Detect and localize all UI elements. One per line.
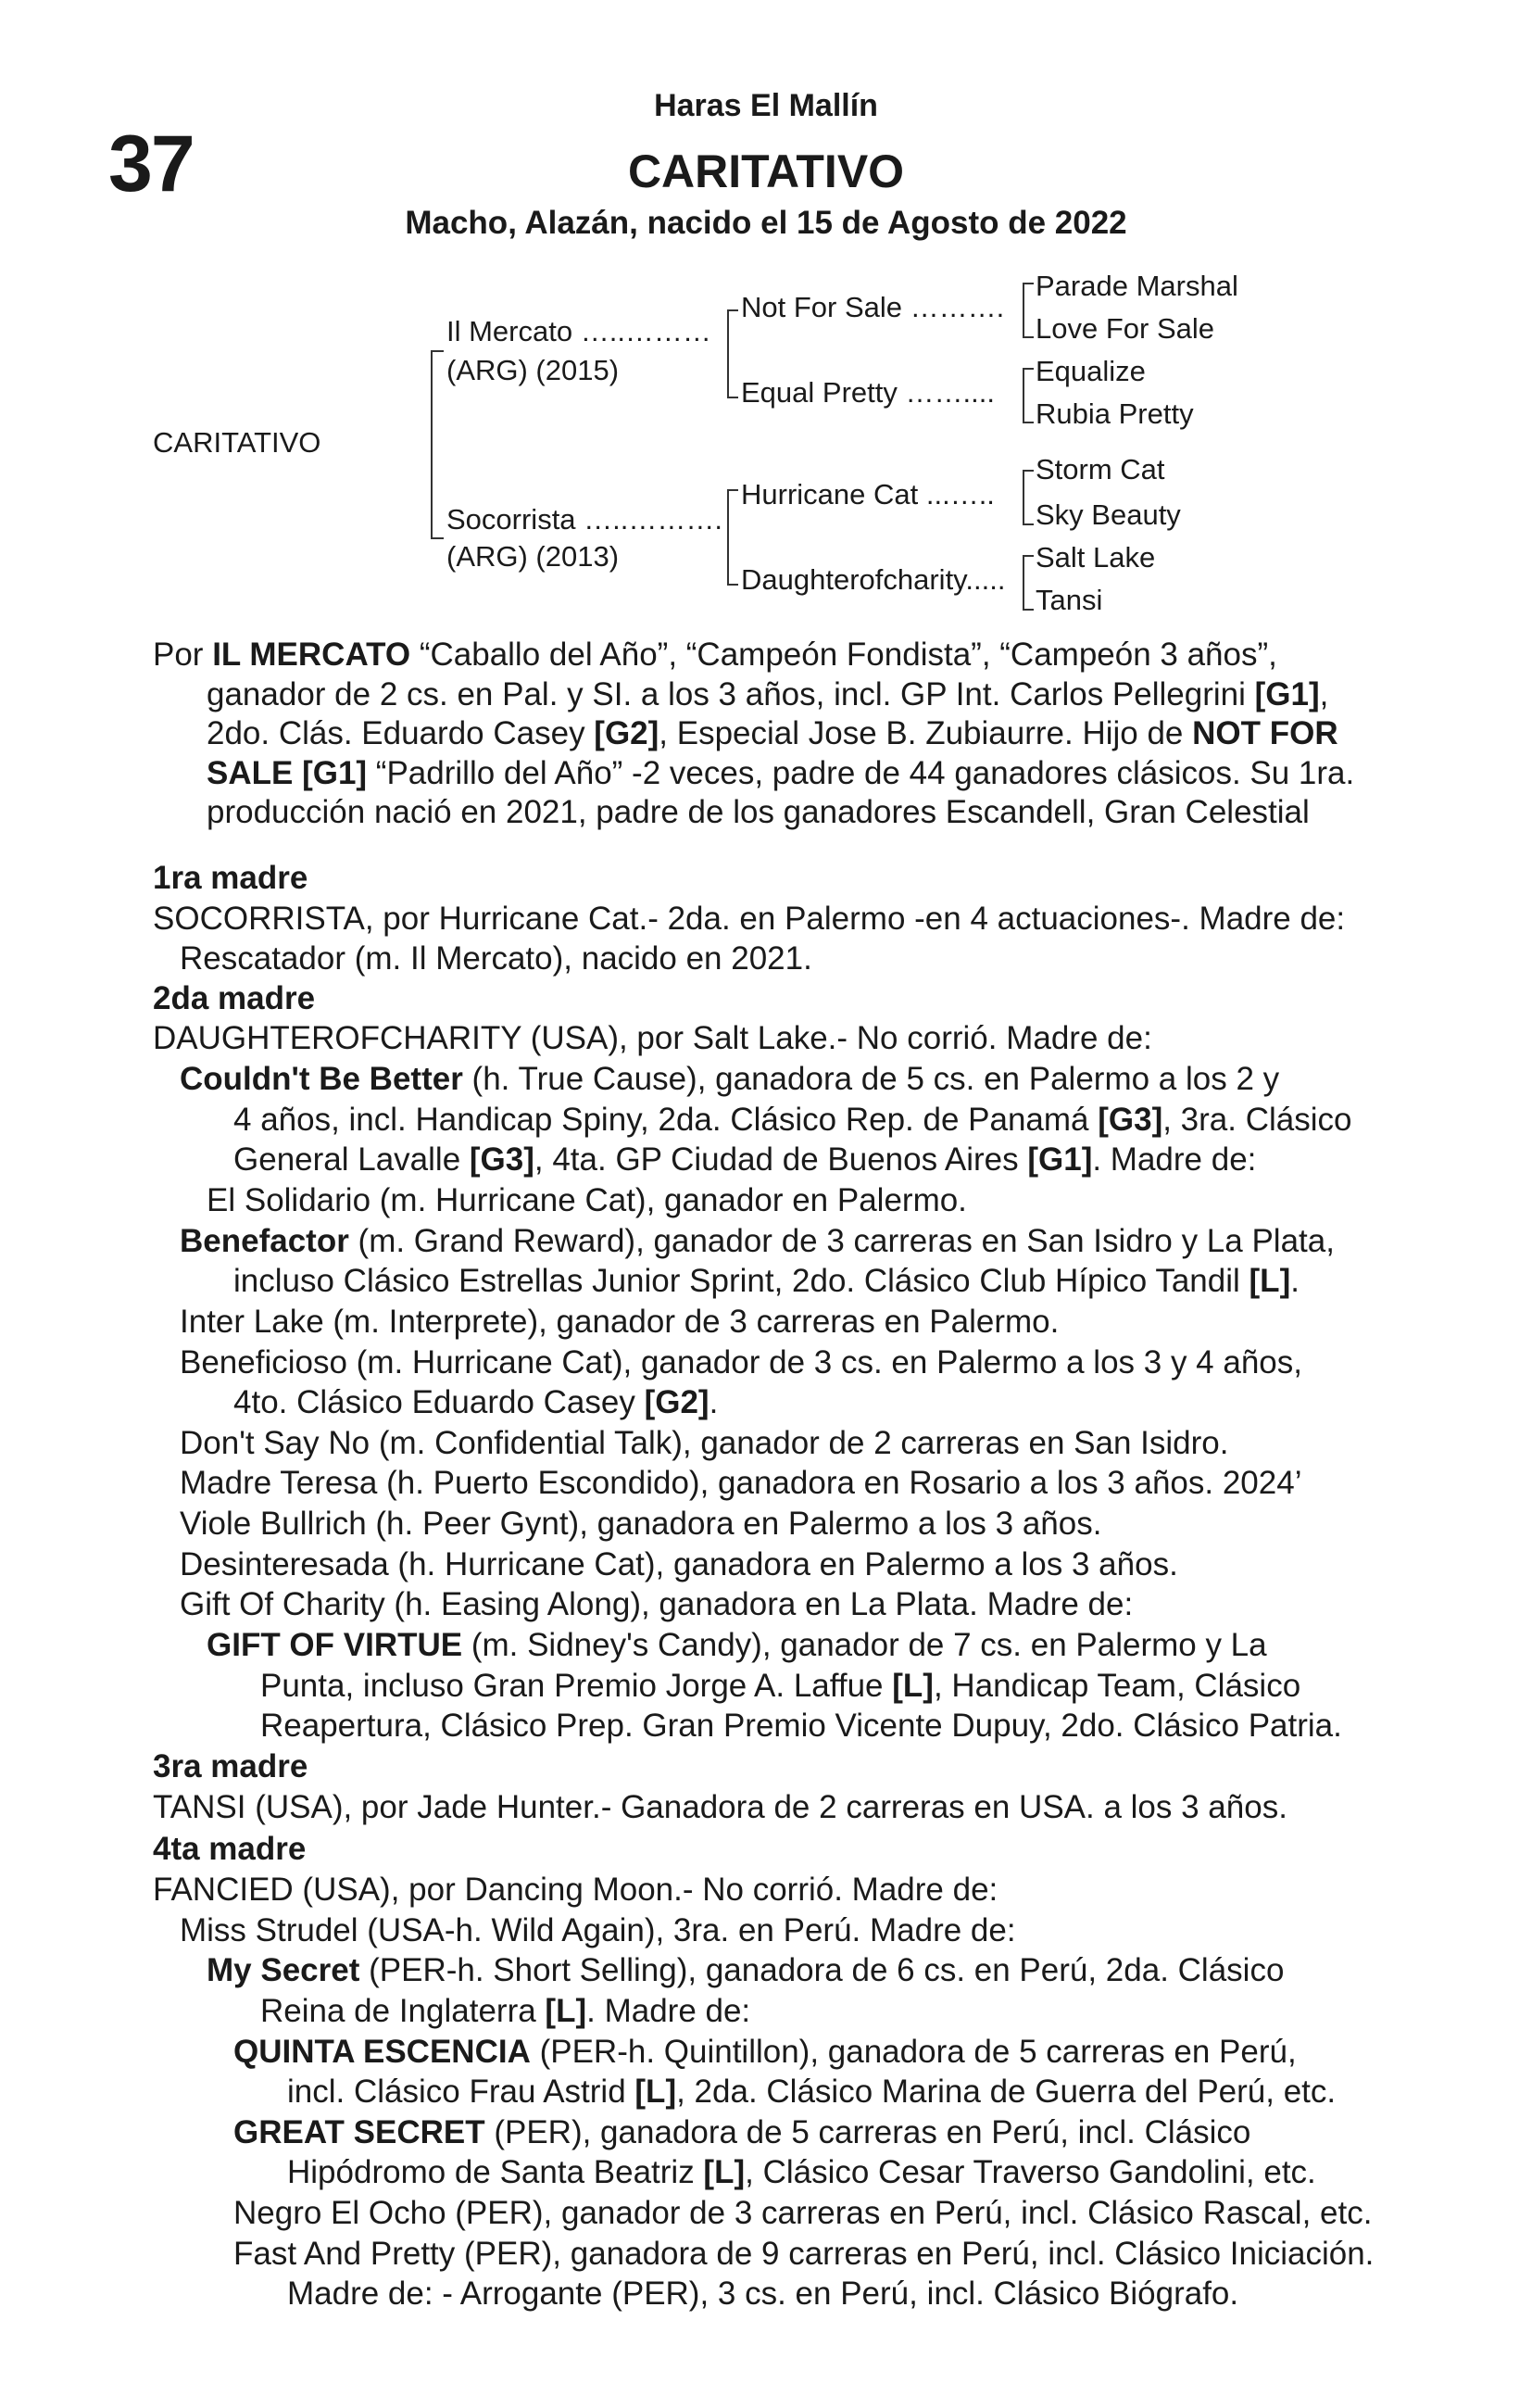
pedigree-gen3-3: Equalize (1036, 355, 1146, 387)
dam-line: incl. Clásico Frau Astrid [L], 2da. Clásico Marina de Guerra del Perú, etc. (287, 2074, 1337, 2110)
dam-line: Gift Of Charity (h. Easing Along), ganadora en La Plata. Madre de: (180, 1586, 1134, 1622)
pedigree-gen3-5: Storm Cat (1036, 453, 1165, 485)
dam-line: Rescatador (m. Il Mercato), nacido en 2021. (180, 940, 812, 977)
pedigree-bracket-dam (727, 489, 738, 586)
dam-line: 4 años, incl. Handicap Spiny, 2da. Clásico Rep. de Panamá [G3], 3ra. Clásico (233, 1102, 1352, 1138)
pedigree-dam: Socorrista …..………. (446, 503, 722, 536)
pedigree-bracket-sire (727, 309, 738, 398)
dam-line: DAUGHTEROFCHARITY (USA), por Salt Lake.- No corrió. Madre de: (153, 1020, 1152, 1056)
sire-line: Por IL MERCATO “Caballo del Año”, “Campeón Fondista”, “Campeón 3 años”, (153, 637, 1277, 673)
pedigree-subject: CARITATIVO (153, 426, 321, 459)
dam-line: incluso Clásico Estrellas Junior Sprint, 2do. Clásico Club Hípico Tandil [L]. (233, 1263, 1300, 1299)
horse-name: CARITATIVO (627, 145, 905, 197)
dam-line: Madre Teresa (h. Puerto Escondido), ganadora en Rosario a los 3 años. 2024’ (180, 1465, 1302, 1501)
breeder-name: Haras El Mallín (654, 88, 878, 123)
sire-line: SALE [G1] “Padrillo del Año” -2 veces, padre de 44 ganadores clásicos. Su 1ra. (207, 754, 1355, 791)
section-heading-1ra-madre: 1ra madre (153, 860, 308, 896)
dam-line: Beneficioso (m. Hurricane Cat), ganador de 3 cs. en Palermo a los 3 y 4 años, (180, 1344, 1302, 1381)
lot-number: 37 (108, 120, 194, 208)
dam-line: My Secret (PER-h. Short Selling), ganadora de 6 cs. en Perú, 2da. Clásico (207, 1952, 1285, 1988)
pedigree-gen2-4: Daughterofcharity..... (741, 563, 1006, 596)
pedigree-gen3-1: Parade Marshal (1036, 270, 1238, 302)
pedigree-gen3-8: Tansi (1036, 584, 1103, 616)
dam-line: GIFT OF VIRTUE (m. Sidney's Candy), ganador de 7 cs. en Palermo y La (207, 1627, 1267, 1663)
dam-line: Madre de: - Arrogante (PER), 3 cs. en Perú, incl. Clásico Biógrafo. (287, 2276, 1239, 2312)
pedigree-bracket-g3-2 (1023, 368, 1034, 423)
pedigree-bracket-g3-1 (1023, 283, 1034, 338)
dam-line: QUINTA ESCENCIA (PER-h. Quintillon), ganadora de 5 carreras en Perú, (233, 2034, 1297, 2070)
dam-line: Miss Strudel (USA-h. Wild Again), 3ra. en Perú. Madre de: (180, 1912, 1016, 1948)
pedigree-gen2-1: Not For Sale ………. (741, 291, 1005, 323)
sire-line: 2do. Clás. Eduardo Casey [G2], Especial Jose B. Zubiaurre. Hijo de NOT FOR (207, 715, 1338, 751)
pedigree-gen2-3: Hurricane Cat ...….. (741, 478, 995, 511)
dam-line: Punta, incluso Gran Premio Jorge A. Laffue [L], Handicap Team, Clásico (260, 1668, 1301, 1704)
sire-paragraph (153, 636, 1394, 833)
dam-line: FANCIED (USA), por Dancing Moon.- No corrió. Madre de: (153, 1872, 998, 1908)
dam-line: Hipódromo de Santa Beatriz [L], Clásico Cesar Traverso Gandolini, etc. (287, 2154, 1316, 2190)
dam-line: General Lavalle [G3], 4ta. GP Ciudad de Buenos Aires [G1]. Madre de: (233, 1141, 1257, 1178)
dam-line: Reapertura, Clásico Prep. Gran Premio Vicente Dupuy, 2do. Clásico Patria. (260, 1708, 1342, 1744)
dam-line: Negro El Ocho (PER), ganador de 3 carreras en Perú, incl. Clásico Rascal, etc. (233, 2195, 1373, 2231)
pedigree-gen3-7: Salt Lake (1036, 541, 1156, 574)
pedigree-bracket-g3-4 (1023, 555, 1034, 611)
dam-line: 4to. Clásico Eduardo Casey [G2]. (233, 1384, 719, 1420)
dam-line: Don't Say No (m. Confidential Talk), ganador de 2 carreras en San Isidro. (180, 1425, 1229, 1461)
pedigree-gen3-2: Love For Sale (1036, 312, 1214, 345)
dam-line: GREAT SECRET (PER), ganadora de 5 carreras en Perú, incl. Clásico (233, 2114, 1251, 2150)
pedigree-gen2-2: Equal Pretty …….... (741, 376, 995, 409)
dam-line: SOCORRISTA, por Hurricane Cat.- 2da. en Palermo -en 4 actuaciones-. Madre de: (153, 901, 1346, 937)
dam-line: Inter Lake (m. Interprete), ganador de 3 carreras en Palermo. (180, 1304, 1060, 1340)
dam-line: TANSI (USA), por Jade Hunter.- Ganadora de 2 carreras en USA. a los 3 años. (153, 1789, 1287, 1825)
pedigree-dam-origin: (ARG) (2013) (446, 540, 620, 573)
horse-subtitle: Macho, Alazán, nacido el 15 de Agosto de 2022 (405, 205, 1127, 241)
pedigree-gen3-6: Sky Beauty (1036, 498, 1181, 531)
section-heading-2da-madre: 2da madre (153, 980, 316, 1016)
section-heading-4ta-madre: 4ta madre (153, 1831, 307, 1867)
pedigree-bracket-g3-3 (1023, 470, 1034, 525)
pedigree-sire: Il Mercato …..……… (446, 315, 711, 347)
pedigree-sire-origin: (ARG) (2015) (446, 354, 620, 386)
pedigree-gen3-4: Rubia Pretty (1036, 397, 1194, 430)
sire-line: ganador de 2 cs. en Pal. y SI. a los 3 años, incl. GP Int. Carlos Pellegrini [G1], (207, 675, 1329, 712)
section-heading-3ra-madre: 3ra madre (153, 1748, 308, 1784)
dam-line: Couldn't Be Better (h. True Cause), ganadora de 5 cs. en Palermo a los 2 y (180, 1061, 1280, 1097)
dam-line: El Solidario (m. Hurricane Cat), ganador en Palermo. (207, 1182, 967, 1218)
dam-line: Desinteresada (h. Hurricane Cat), ganadora en Palermo a los 3 años. (180, 1546, 1178, 1582)
dam-line: Viole Bullrich (h. Peer Gynt), ganadora en Palermo a los 3 años. (180, 1506, 1102, 1542)
dam-line: Fast And Pretty (PER), ganadora de 9 carreras en Perú, incl. Clásico Iniciación. (233, 2236, 1375, 2272)
pedigree-bracket-gen1 (431, 350, 444, 539)
sire-line: producción nació en 2021, padre de los ganadores Escandell, Gran Celestial (207, 794, 1310, 830)
dam-line: Reina de Inglaterra [L]. Madre de: (260, 1993, 751, 2029)
dam-line: Benefactor (m. Grand Reward), ganador de 3 carreras en San Isidro y La Plata, (180, 1223, 1335, 1259)
